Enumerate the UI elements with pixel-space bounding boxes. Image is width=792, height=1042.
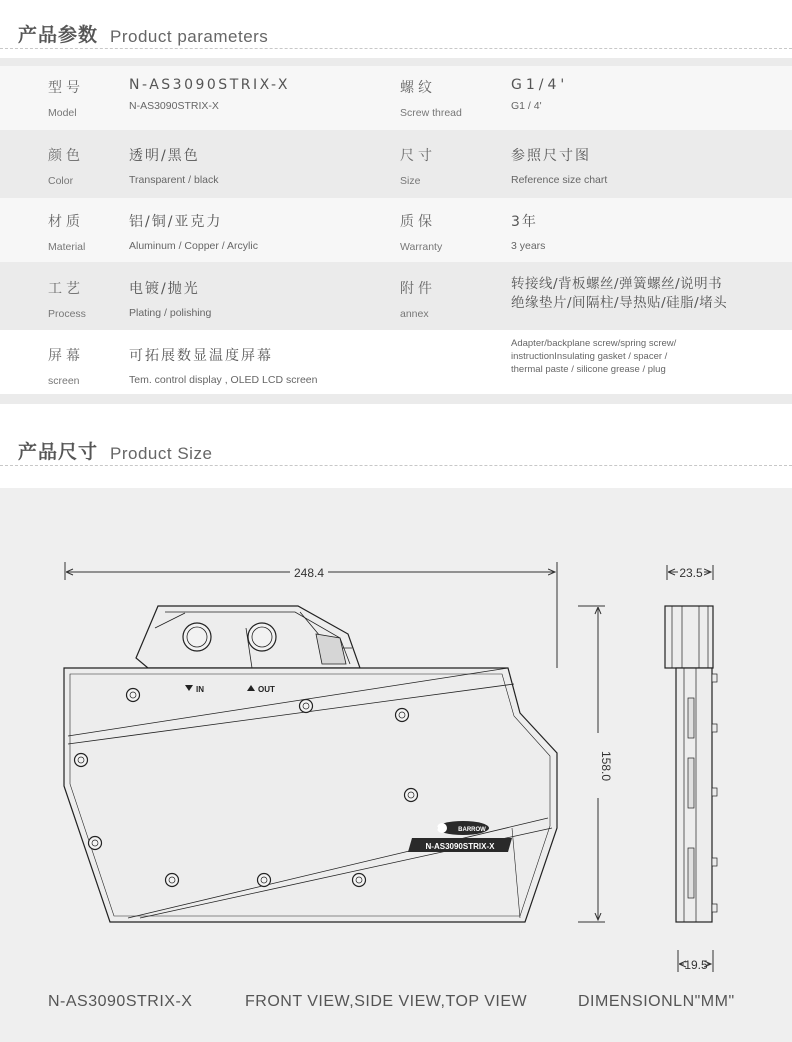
caption-views: FRONT VIEW,SIDE VIEW,TOP VIEW (245, 993, 528, 1010)
accessories-en-line-1: Adapter/backplane screw/spring screw/ (511, 338, 677, 349)
label-en: Process (48, 308, 86, 320)
label-en: Screw thread (400, 107, 462, 119)
caption-model: N-AS3090STRIX-X (48, 993, 193, 1010)
label-cn: 屏幕 (48, 348, 84, 364)
value-cn: G1/4' (511, 77, 569, 93)
side-top-dimension-label: 23.5 (679, 566, 703, 580)
label-cn: 材质 (48, 214, 84, 230)
logo-text: BARROW (458, 827, 486, 833)
size-title-cn: 产品尺寸 (18, 441, 99, 463)
param-row-model (0, 66, 792, 130)
technical-drawing (0, 488, 792, 1042)
params-title-en: Product parameters (110, 27, 269, 46)
params-header-divider (0, 48, 792, 49)
value-en: Aluminum / Copper / Arcylic (129, 240, 258, 252)
label-cn: 工艺 (48, 281, 84, 297)
label-en: Size (400, 175, 421, 187)
value-cn: 3年 (511, 214, 538, 230)
label-cn: 尺寸 (400, 148, 436, 164)
value-cn: 透明/黑色 (129, 148, 200, 164)
value-cn: 电镀/抛光 (129, 281, 200, 297)
value-en: Plating / polishing (129, 307, 212, 319)
params-section-header (18, 17, 268, 47)
value-cn: 可拓展数显温度屏幕 (129, 348, 273, 364)
width-dimension-label: 248.4 (293, 566, 325, 580)
value-en: Tem. control display , OLED LCD screen (129, 374, 318, 386)
param-row-material (0, 198, 792, 262)
label-cn: 颜色 (48, 148, 84, 164)
parameters-table (0, 58, 792, 404)
value-en: 3 years (511, 240, 546, 252)
params-title-cn: 产品参数 (18, 24, 99, 46)
accessories-line-2: 绝缘垫片/间隔柱/导热贴/硅脂/堵头 (511, 295, 728, 311)
caption-units: DIMENSIONLN"MM" (578, 993, 735, 1010)
accessories-en-line-3: thermal paste / silicone grease / plug (511, 364, 666, 375)
size-header-divider (0, 465, 792, 466)
value-en: Reference size chart (511, 174, 608, 186)
plate-text: N-AS3090STRIX-X (425, 842, 495, 851)
value-en: G1 / 4' (511, 100, 542, 112)
label-en: Color (48, 175, 74, 187)
height-dimension-label: 158.0 (599, 750, 613, 782)
label-cn: 质保 (400, 214, 436, 230)
port-out-label: OUT (258, 685, 275, 694)
value-cn: 铝/铜/亚克力 (129, 214, 223, 230)
value-en: N-AS3090STRIX-X (129, 100, 219, 112)
label-en: Material (48, 241, 86, 253)
label-en: screen (48, 375, 80, 387)
label-cn: 型号 (48, 80, 84, 96)
side-bottom-dimension-label: 19.5 (684, 958, 708, 972)
side-view (665, 606, 717, 922)
size-title-en: Product Size (110, 444, 213, 463)
param-row-color (0, 132, 792, 196)
param-row-screen (0, 330, 792, 394)
label-en: annex (400, 308, 429, 320)
port-in-label: IN (196, 685, 204, 694)
value-en: Transparent / black (129, 174, 219, 186)
accessories-en-line-2: instructionInsulating gasket / spacer / (511, 351, 668, 362)
label-cn: 附件 (400, 281, 436, 297)
value-cn: 参照尺寸图 (511, 148, 591, 164)
front-view (64, 606, 557, 922)
label-en: Warranty (400, 241, 443, 253)
accessories-line-1: 转接线/背板螺丝/弹簧螺丝/说明书 (511, 276, 723, 292)
param-row-process (0, 264, 792, 328)
size-section-header (18, 434, 212, 464)
label-en: Model (48, 107, 77, 119)
dimension-drawing-panel (0, 488, 792, 1042)
label-cn: 螺纹 (400, 80, 436, 96)
value-cn: N-AS3090STRIX-X (129, 77, 290, 93)
